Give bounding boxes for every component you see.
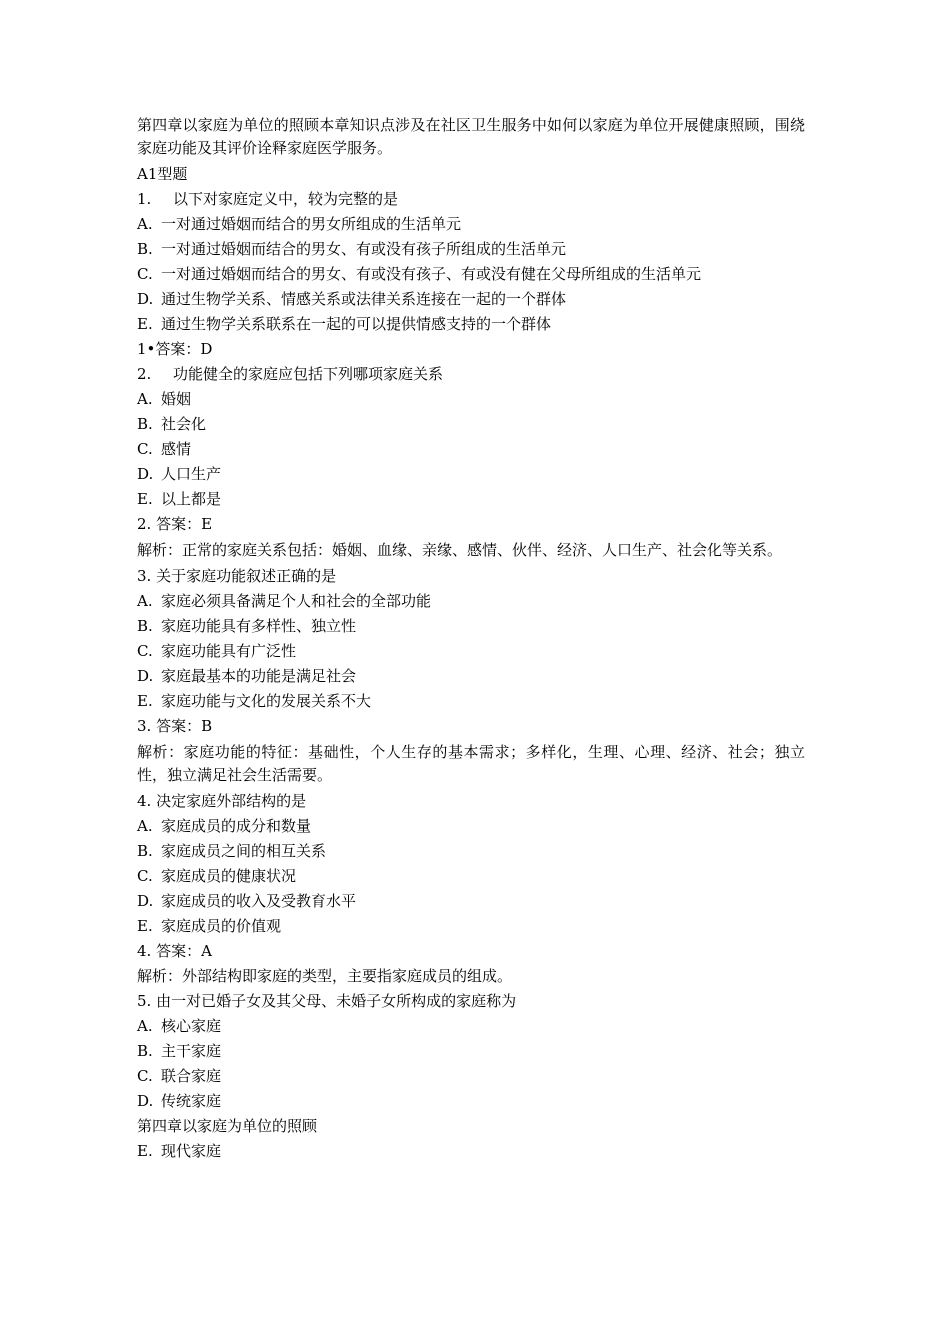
- option-c: [137, 437, 805, 462]
- option-c: [137, 864, 805, 889]
- question-1: [137, 187, 805, 212]
- option-text: 家庭成员的价值观: [161, 917, 282, 935]
- option-letter: A.: [137, 592, 153, 610]
- option-letter: D.: [137, 290, 154, 308]
- option-b: [137, 1039, 805, 1064]
- option-c: [137, 262, 805, 287]
- option-text: 家庭成员的成分和数量: [161, 817, 312, 835]
- option-text: 一对通过婚姻而结合的男女所组成的生活单元: [161, 215, 462, 233]
- option-b: [137, 839, 805, 864]
- option-d: [137, 1089, 805, 1114]
- option-text: 联合家庭: [161, 1067, 222, 1085]
- question-2: [137, 362, 805, 387]
- question-3: 3. 关于家庭功能叙述正确的是: [137, 567, 337, 585]
- option-text: 家庭成员之间的相互关系: [161, 842, 327, 860]
- option-letter: C.: [137, 440, 153, 458]
- analysis-4: 解析：外部结构即家庭的类型，主要指家庭成员的组成。: [137, 967, 513, 985]
- option-letter: D.: [137, 465, 154, 483]
- option-a: [137, 387, 805, 412]
- option-letter: A.: [137, 215, 153, 233]
- option-c: [137, 1064, 805, 1089]
- option-letter: D.: [137, 667, 154, 685]
- option-e: [137, 914, 805, 939]
- option-letter: E.: [137, 315, 153, 333]
- option-letter: E.: [137, 490, 153, 508]
- option-text: 家庭成员的健康状况: [161, 867, 297, 885]
- option-text: 家庭必须具备满足个人和社会的全部功能: [161, 592, 432, 610]
- option-text: 一对通过婚姻而结合的男女、有或没有孩子、有或没有健在父母所组成的生活单元: [161, 265, 702, 283]
- option-b: [137, 614, 805, 639]
- chapter-header-repeat: 第四章以家庭为单位的照顾: [137, 1117, 318, 1135]
- option-letter: E.: [137, 692, 153, 710]
- option-text: 以上都是: [161, 490, 222, 508]
- answer-2: 2. 答案：E: [137, 515, 213, 533]
- option-text: 主干家庭: [161, 1042, 222, 1060]
- question-4: 4. 决定家庭外部结构的是: [137, 792, 307, 810]
- option-a: [137, 589, 805, 614]
- answer-4: 4. 答案：A: [137, 942, 212, 960]
- question-text: 以下对家庭定义中，较为完整的是: [173, 190, 399, 208]
- option-letter: B.: [137, 240, 153, 258]
- option-letter: A.: [137, 1017, 153, 1035]
- option-text: 社会化: [161, 415, 207, 433]
- analysis-3: 解析：家庭功能的特征：基础性，个人生存的基本需求；多样化，生理、心理、经济、社会；独立性，独立满足社会生活需要。: [137, 743, 805, 784]
- option-letter: E.: [137, 917, 153, 935]
- option-text: 感情: [161, 440, 192, 458]
- option-letter: C.: [137, 642, 153, 660]
- answer-1: 1•答案：D: [137, 340, 213, 358]
- question-5: 5. 由一对已婚子女及其父母、未婚子女所构成的家庭称为: [137, 992, 517, 1010]
- option-text: 家庭最基本的功能是满足社会: [161, 667, 357, 685]
- option-text: 家庭成员的收入及受教育水平: [161, 892, 357, 910]
- option-c: [137, 639, 805, 664]
- option-letter: D.: [137, 892, 154, 910]
- option-text: 通过生物学关系、情感关系或法律关系连接在一起的一个群体: [161, 290, 567, 308]
- option-text: 传统家庭: [161, 1092, 222, 1110]
- option-a: [137, 212, 805, 237]
- option-text: 人口生产: [161, 465, 222, 483]
- option-text: 家庭功能具有多样性、独立性: [161, 617, 357, 635]
- option-d: [137, 462, 805, 487]
- option-d: [137, 664, 805, 689]
- option-letter: E.: [137, 1142, 153, 1160]
- option-letter: C.: [137, 867, 153, 885]
- option-a: [137, 814, 805, 839]
- question-number: 2.: [137, 365, 152, 383]
- option-e: [137, 312, 805, 337]
- option-text: 一对通过婚姻而结合的男女、有或没有孩子所组成的生活单元: [161, 240, 567, 258]
- option-text: 婚姻: [161, 390, 192, 408]
- chapter-intro: 第四章以家庭为单位的照顾本章知识点涉及在社区卫生服务中如何以家庭为单位开展健康照顾，围绕家庭功能及其评价诠释家庭医学服务。: [137, 116, 805, 157]
- option-a: [137, 1014, 805, 1039]
- option-letter: B.: [137, 415, 153, 433]
- option-text: 家庭功能具有广泛性: [161, 642, 297, 660]
- option-text: 核心家庭: [161, 1017, 222, 1035]
- option-letter: C.: [137, 265, 153, 283]
- document-page: [137, 112, 805, 1164]
- option-e: [137, 689, 805, 714]
- section-heading: A1型题: [137, 165, 188, 183]
- question-number: 1.: [137, 190, 152, 208]
- option-b: [137, 412, 805, 437]
- option-e: [137, 487, 805, 512]
- option-letter: B.: [137, 842, 153, 860]
- option-d: [137, 889, 805, 914]
- analysis-2: 解析：正常的家庭关系包括：婚姻、血缘、亲缘、感情、伙伴、经济、人口生产、社会化等关系。: [137, 541, 783, 559]
- option-text: 现代家庭: [161, 1142, 222, 1160]
- option-e: [137, 1139, 805, 1164]
- option-letter: D.: [137, 1092, 154, 1110]
- option-b: [137, 237, 805, 262]
- option-d: [137, 287, 805, 312]
- question-text: 功能健全的家庭应包括下列哪项家庭关系: [173, 365, 444, 383]
- option-letter: B.: [137, 1042, 153, 1060]
- answer-3: 3. 答案：B: [137, 717, 213, 735]
- option-letter: A.: [137, 817, 153, 835]
- option-text: 通过生物学关系联系在一起的可以提供情感支持的一个群体: [161, 315, 552, 333]
- option-letter: C.: [137, 1067, 153, 1085]
- option-letter: A.: [137, 390, 153, 408]
- option-letter: B.: [137, 617, 153, 635]
- option-text: 家庭功能与文化的发展关系不大: [161, 692, 372, 710]
